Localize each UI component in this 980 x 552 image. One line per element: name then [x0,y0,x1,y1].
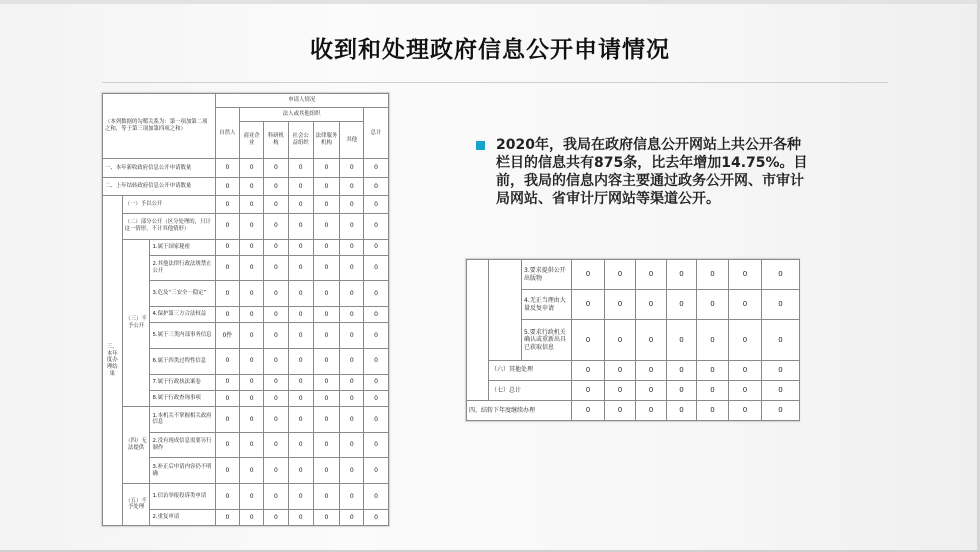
cell: 0 [364,196,389,213]
cell: 0 [364,177,389,196]
cell: 0 [240,177,264,196]
cell: 0 [572,360,605,380]
cell: 0 [264,213,289,239]
cell: 0 [667,290,697,320]
cell: 0 [288,407,313,433]
cell: 0 [697,360,729,380]
cell: 0 [364,483,389,509]
cell: 0 [215,374,240,390]
cell: 0 [240,281,264,307]
cell: 0 [605,260,636,290]
cell: 0 [288,390,313,406]
cell: 0 [288,177,313,196]
cell: 0 [215,255,240,281]
row-e4: 4.无正当理由大量反复申请 [522,290,572,320]
cell: 0 [264,458,289,484]
cell: 0 [215,483,240,509]
section-three-label: 三、本年度办理结果 [103,196,123,526]
cell: 0 [667,380,697,400]
cell: 0 [605,400,636,420]
cell: 0 [215,432,240,458]
cell: 0 [636,260,667,290]
cell: 0 [572,320,605,360]
cell: 0 [240,458,264,484]
cell: 0 [729,320,762,360]
row-carry-forward: 四、结转下年度继续办理 [467,400,572,420]
row-partial: （二）部分公开（区分处理的，只计这一情形，不计其他情形） [122,213,215,239]
cell: 0 [364,281,389,307]
row-disclosed: （一）予以公开 [122,196,215,213]
cell: 0 [313,323,340,349]
cell: 0 [215,196,240,213]
cell: 0 [215,458,240,484]
cell: 0 [215,509,240,525]
cell: 0 [340,509,364,525]
row-d1: 1.本机关不掌握相关政府信息 [150,407,215,433]
cell: 0 [762,320,800,360]
row-e2: 2.重复申请 [150,509,215,525]
row-d2: 2.没有现成信息需要另行制作 [150,432,215,458]
header-other: 其他 [340,121,364,158]
cell: 0 [605,360,636,380]
cell: 0 [697,260,729,290]
row-c4: 4.保护第三方合法权益 [150,307,215,323]
cell: 0 [215,390,240,406]
cell: 0 [313,196,340,213]
summary-text: 2020年，我局在政府信息公开网站上共公开各种栏目的信息共有875条，比去年增加14.75%。目前，我局的信息内容主要通过政务公开网、市审计局网站、省审计厅网站等渠道公开。 [496,137,808,207]
cell: 0 [729,260,762,290]
cell: 0 [240,307,264,323]
right-section-spacer [467,260,489,401]
cell: 0 [340,390,364,406]
cell: 0 [313,307,340,323]
cell: 0 [264,348,289,374]
cell: 0 [264,159,289,178]
cell: 0 [288,239,313,255]
cell: 0 [215,348,240,374]
group-unable: （四）无法提供 [122,407,150,484]
cell: 0 [364,509,389,525]
row-new: 一、本年新收政府信息公开申请数量 [103,159,216,178]
cell: 0 [264,281,289,307]
left-table-image [101,92,390,527]
cell: 0 [762,400,800,420]
cell: 0 [364,458,389,484]
cell: 0 [264,255,289,281]
cell: 0 [364,407,389,433]
cell: 0 [313,432,340,458]
cell: 0 [215,213,240,239]
cell: 0 [288,458,313,484]
cell: 0 [264,432,289,458]
cell: 0 [572,400,605,420]
header-total: 总计 [364,107,389,158]
cell: 0 [697,320,729,360]
header-social: 社会公益组织 [288,121,313,158]
row-total: （七）总计 [489,380,572,400]
cell: 0 [697,380,729,400]
cell: 0 [313,390,340,406]
cell: 0 [264,483,289,509]
cell: 0 [364,255,389,281]
cell: 0 [340,281,364,307]
cell: 0 [729,290,762,320]
cell: 0 [340,177,364,196]
cell: 0 [240,509,264,525]
cell: 0 [605,320,636,360]
cell: 0 [762,290,800,320]
row-d3: 3.补正后申请内容仍不明确 [150,458,215,484]
cell: 0 [364,323,389,349]
cell: 0 [762,260,800,290]
cell: 0 [313,509,340,525]
cell: 0 [636,320,667,360]
cell: 0 [264,307,289,323]
cell: 0 [762,380,800,400]
cell: 0 [215,307,240,323]
cell: 0 [313,458,340,484]
cell: 0 [240,390,264,406]
cell: 0 [364,213,389,239]
row-c7: 7.属于行政执法案卷 [150,374,215,390]
header-legal-group: 法人或其他组织 [240,107,364,121]
cell: 0 [364,348,389,374]
cell: 0 [240,196,264,213]
header-enterprise: 商业企业 [240,121,264,158]
cell: 0 [215,281,240,307]
group-not-disclosed: （三）不予公开 [122,239,150,407]
cell: 0 [572,380,605,400]
cell: 0 [340,239,364,255]
cell: 0 [288,307,313,323]
cell: 0 [288,196,313,213]
group-not-processed: （五）不予处理 [122,483,150,525]
cell: 0 [340,307,364,323]
cell: 0 [313,255,340,281]
cell: 0 [313,374,340,390]
cell: 0 [240,323,264,349]
row-c5: 5.属于三类内部事务信息 [150,323,215,349]
cell: 0 [364,159,389,178]
cell: 0 [340,458,364,484]
cell: 0 [313,483,340,509]
row-c1: 1.属于国家秘密 [150,239,215,255]
cell: 0 [313,239,340,255]
row-c2: 2.其他法律行政法规禁止公开 [150,255,215,281]
cell: 0 [364,432,389,458]
cell: 0 [636,290,667,320]
cell: 0 [313,213,340,239]
cell: 0 [313,281,340,307]
cell: 0 [340,374,364,390]
cell: 0 [729,400,762,420]
cell: 0 [288,483,313,509]
cell: 0 [264,196,289,213]
cell: 0 [667,400,697,420]
cell: 0 [313,159,340,178]
row-carryover: 二、上年结转政府信息公开申请数量 [103,177,216,196]
cell: 0 [264,390,289,406]
header-applicant: 申请人情况 [215,94,389,108]
cell: 0 [264,374,289,390]
cell: 0 [340,348,364,374]
cell: 0 [288,323,313,349]
cell: 0 [364,239,389,255]
header-law: 法律服务机构 [313,121,340,158]
cell: 0 [264,239,289,255]
cell: 0 [364,307,389,323]
cell: 0 [288,213,313,239]
cell: 0 [240,255,264,281]
cell: 0 [605,380,636,400]
cell: 0 [697,400,729,420]
header-research: 科研机构 [264,121,289,158]
cell: 0 [667,260,697,290]
right-stat-table [466,259,800,421]
cell: 0 [340,323,364,349]
cell: 0 [215,239,240,255]
cell: 0 [215,407,240,433]
cell: 0 [340,255,364,281]
cell: 0 [240,159,264,178]
cell: 0 [313,348,340,374]
cell: 0 [729,380,762,400]
left-stat-table [102,93,389,526]
cell: 0 [240,213,264,239]
cell: 0 [364,390,389,406]
cell: 0 [264,509,289,525]
cell: 0 [240,407,264,433]
cell: 0 [364,374,389,390]
cell: 0 [340,432,364,458]
cell: 0件 [215,323,240,349]
cell: 0 [636,400,667,420]
cell: 0 [240,348,264,374]
cell: 0 [288,281,313,307]
cell: 0 [762,360,800,380]
row-e5: 5.要求行政机关确认或重新出具已获取信息 [522,320,572,360]
cell: 0 [636,380,667,400]
cell: 0 [264,177,289,196]
cell: 0 [288,348,313,374]
cell: 0 [240,432,264,458]
cell: 0 [288,374,313,390]
cell: 0 [340,483,364,509]
header-natural-person: 自然人 [215,107,240,158]
cell: 0 [313,177,340,196]
cell: 0 [340,159,364,178]
cell: 0 [697,290,729,320]
cell: 0 [667,360,697,380]
row-c8: 8.属于行政查询事项 [150,390,215,406]
right-table-image [465,258,800,422]
cell: 0 [240,374,264,390]
cell: 0 [264,323,289,349]
slide-title: 收到和处理政府信息公开申请情况 [310,37,670,63]
cell: 0 [729,360,762,380]
cell: 0 [288,432,313,458]
cell: 0 [288,255,313,281]
row-c6: 6.属于四类过程性信息 [150,348,215,374]
cell: 0 [240,483,264,509]
bullet-square-icon [476,141,485,150]
cell: 0 [667,320,697,360]
frame-top [0,0,980,4]
title-divider [102,82,888,83]
cell: 0 [572,290,605,320]
cell: 0 [636,360,667,380]
corner-cell: （本列数据的勾稽关系为：第一项加第二项之和，等于第三项加第四项之和） [103,94,216,159]
cell: 0 [572,260,605,290]
cell: 0 [215,177,240,196]
cell: 0 [313,407,340,433]
row-e3: 3.要求提供公开出版物 [522,260,572,290]
row-other-handling: （六）其他处理 [489,360,572,380]
cell: 0 [288,509,313,525]
cell: 0 [340,196,364,213]
cell: 0 [288,159,313,178]
cell: 0 [340,213,364,239]
right-group-spacer [489,260,522,361]
cell: 0 [240,239,264,255]
cell: 0 [264,407,289,433]
cell: 0 [215,159,240,178]
summary-bullet [476,136,811,208]
row-c3: 3.危及“三安全一稳定” [150,281,215,307]
cell: 0 [605,290,636,320]
row-e1: 1.信访举报投诉类申请 [150,483,215,509]
cell: 0 [340,407,364,433]
